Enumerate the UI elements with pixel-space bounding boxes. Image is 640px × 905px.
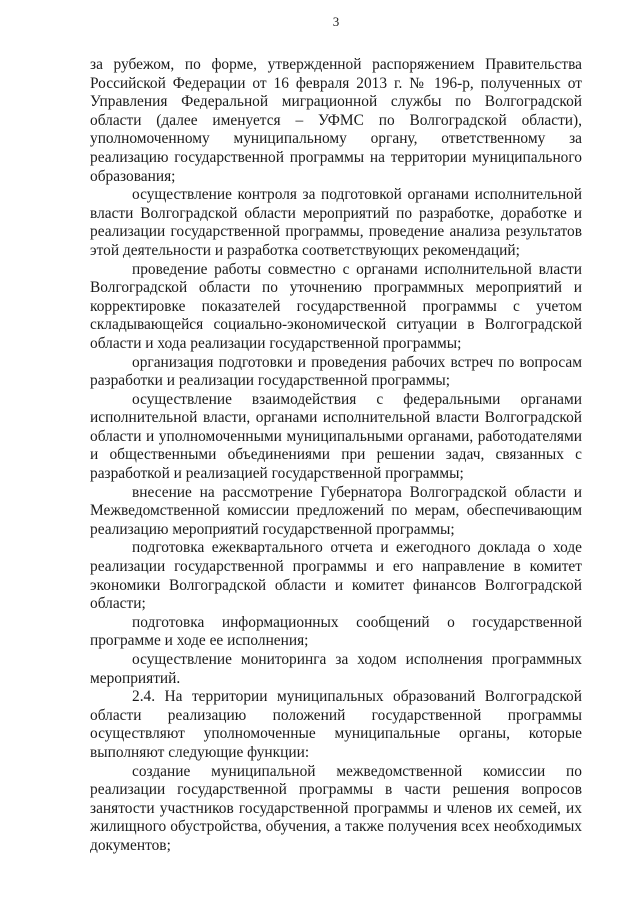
document-body: [90, 56, 582, 856]
paragraph-meetings: организация подготовки и проведения рабочих встреч по вопросам разработки и реализации государственной программы;: [90, 353, 582, 390]
paragraph-info-messages: подготовка информационных сообщений о государственной программе и ходе ее исполнения;: [90, 613, 582, 650]
paragraph-control: осуществление контроля за подготовкой органами исполнительной власти Волгоградской области мероприятий по разработке, доработке и реализации государственной программы, проведение анализа результатов этой деятельности и разработка соответствующих рекомендаций;: [90, 186, 582, 259]
paragraph-continuation: за рубежом, по форме, утвержденной распоряжением Правительства Российской Федерации от 16 февраля 2013 г. № 196-р, полученных от Управления Федеральной миграционной службы по Волгоградской области (далее именуется – УФМС по Волгоградской области), уполномоченному муниципальному органу, ответственному за реализацию государственной программы на территории муниципального образования;: [90, 56, 582, 185]
paragraph-interaction: осуществление взаимодействия с федеральными органами исполнительной власти, органами исполнительной власти Волгоградской области и уполномоченными муниципальными органами, работодателями и общественными объединениями при решении задач, связанных с разработкой и реализацией государственной программы;: [90, 390, 582, 483]
paragraph-governor-proposals: внесение на рассмотрение Губернатора Волгоградской области и Межведомственной комиссии предложений по мерам, обеспечивающим реализацию мероприятий государственной программы;: [90, 483, 582, 538]
paragraph-joint-work: проведение работы совместно с органами исполнительной власти Волгоградской области по уточнению программных мероприятий и корректировке показателей государственной программы с учетом складывающейся социально-экономической ситуации в Волгоградской области и хода реализации государственной программы;: [90, 260, 582, 352]
paragraph-section-2-4: 2.4. На территории муниципальных образований Волгоградской области реализацию положений государственной программы осуществляют уполномоченные муниципальные органы, которые выполняют следующие функции:: [90, 688, 582, 761]
paragraph-reports: подготовка ежеквартального отчета и ежегодного доклада о ходе реализации государственной программы и его направление в комитет экономики Волгоградской области и комитет финансов Волгоградской области;: [90, 539, 582, 613]
paragraph-monitoring: осуществление мониторинга за ходом исполнения программных мероприятий.: [90, 651, 582, 687]
paragraph-commission: создание муниципальной межведомственной комиссии по реализации государственной программы в части решения вопросов занятости участников государственной программы и членов их семей, их жилищного обустройства, обучения, а также получения всех необходимых документов;: [90, 762, 582, 854]
page-number: 3: [332, 14, 340, 29]
